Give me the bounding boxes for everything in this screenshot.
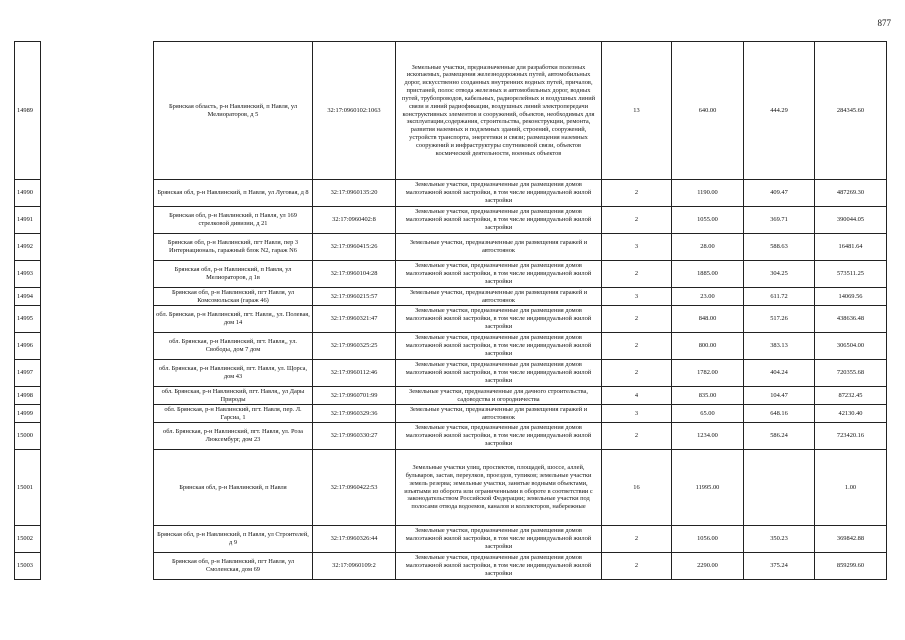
- area-cell: 1055.00: [672, 207, 744, 234]
- column-gap: [41, 450, 154, 526]
- address-cell: Брянская обл, р-н Навлинский, п Навля, ул Строителей, д 9: [154, 526, 313, 553]
- land-use-cell: Земельные участки, предназначенные для размещения домов малоэтажной жилой застройки, в том числе индивидуальной жилой застройки: [396, 333, 602, 360]
- cadastral-number-cell: 32:17:0960701:99: [313, 387, 396, 405]
- record-number-cell: 15003: [15, 553, 41, 580]
- cadastral-number-cell: 32:17:0960422:53: [313, 450, 396, 526]
- column-gap: [41, 423, 154, 450]
- cadastral-number-cell: 32:17:0960329:36: [313, 405, 396, 423]
- record-number-cell: 14995: [15, 306, 41, 333]
- use-group-cell: 3: [602, 405, 672, 423]
- table-row: [15, 288, 887, 306]
- cadastral-value-cell: 306504.00: [815, 333, 887, 360]
- land-use-cell: Земельные участки, предназначенные для размещения гаражей и автостоянок: [396, 405, 602, 423]
- table-row: [15, 405, 887, 423]
- table-body: [15, 42, 887, 580]
- column-gap: [41, 387, 154, 405]
- cadastral-number-cell: 32:17:0960104:28: [313, 261, 396, 288]
- cadastral-number-cell: 32:17:0960326:44: [313, 526, 396, 553]
- cadastral-value-cell: 720355.68: [815, 360, 887, 387]
- table-row: [15, 261, 887, 288]
- record-number-cell: 14997: [15, 360, 41, 387]
- cadastral-value-cell: 16481.64: [815, 234, 887, 261]
- column-gap: [41, 288, 154, 306]
- land-use-cell: Земельные участки, предназначенные для размещения домов малоэтажной жилой застройки, в том числе индивидуальной жилой застройки: [396, 306, 602, 333]
- column-gap: [41, 261, 154, 288]
- record-number-cell: 14996: [15, 333, 41, 360]
- use-group-cell: 2: [602, 207, 672, 234]
- address-cell: Брянская обл, р-н Навлинский, пгт Навля, ул Комсомольская (гараж 46): [154, 288, 313, 306]
- cadastral-value-cell: 723420.16: [815, 423, 887, 450]
- area-cell: 1234.00: [672, 423, 744, 450]
- land-use-cell: Земельные участки, предназначенные для размещения домов малоэтажной жилой застройки, в том числе индивидуальной жилой застройки: [396, 207, 602, 234]
- table-row: [15, 553, 887, 580]
- use-group-cell: 2: [602, 306, 672, 333]
- area-cell: 835.00: [672, 387, 744, 405]
- area-cell: 23.00: [672, 288, 744, 306]
- column-gap: [41, 553, 154, 580]
- address-cell: обл. Брянская, р-н Навлинский, пгт. Навля, ул. Роза Люксембург, дом 23: [154, 423, 313, 450]
- land-use-cell: Земельные участки, предназначенные для размещения домов малоэтажной жилой застройки, в том числе индивидуальной жилой застройки: [396, 261, 602, 288]
- address-cell: обл. Брянская, р-н Навлинский, пгт. Навля, пер. Л. Гарсиа, 1: [154, 405, 313, 423]
- column-gap: [41, 526, 154, 553]
- record-number-cell: 15002: [15, 526, 41, 553]
- cadastral-value-cell: 42130.40: [815, 405, 887, 423]
- record-number-cell: 14994: [15, 288, 41, 306]
- land-use-cell: Земельные участки, предназначенные для размещения домов малоэтажной жилой застройки, в том числе индивидуальной жилой застройки: [396, 526, 602, 553]
- record-number-cell: 14992: [15, 234, 41, 261]
- land-use-cell: Земельные участки, предназначенные для дачного строительства, садоводства и огородничества: [396, 387, 602, 405]
- cadastral-number-cell: 32:17:0960112:46: [313, 360, 396, 387]
- unit-value-cell: 586.24: [744, 423, 815, 450]
- address-cell: обл. Брянская, р-н Навлинский, пгт. Навля,, ул. Свободы, дом 7 дом: [154, 333, 313, 360]
- unit-value-cell: 369.71: [744, 207, 815, 234]
- use-group-cell: 3: [602, 288, 672, 306]
- cadastral-number-cell: 32:17:0960330:27: [313, 423, 396, 450]
- cadastral-value-cell: 487269.30: [815, 180, 887, 207]
- cadastral-value-cell: 284345.60: [815, 42, 887, 180]
- cadastral-value-cell: 390044.05: [815, 207, 887, 234]
- table-row: [15, 180, 887, 207]
- record-number-cell: 14991: [15, 207, 41, 234]
- cadastral-number-cell: 32:17:0960135:20: [313, 180, 396, 207]
- area-cell: 1056.00: [672, 526, 744, 553]
- area-cell: 65.00: [672, 405, 744, 423]
- area-cell: 2290.00: [672, 553, 744, 580]
- record-number-cell: 14989: [15, 42, 41, 180]
- cadastral-value-cell: 573511.25: [815, 261, 887, 288]
- cadastral-valuation-table: [14, 41, 887, 580]
- use-group-cell: 2: [602, 526, 672, 553]
- table-row: [15, 526, 887, 553]
- address-cell: Брянская обл, р-н Навлинский, пгт Навля, пер 3 Интернациональ, гаражный блок N2, гараж N6: [154, 234, 313, 261]
- unit-value-cell: 517.26: [744, 306, 815, 333]
- cadastral-value-cell: 859299.60: [815, 553, 887, 580]
- use-group-cell: 2: [602, 333, 672, 360]
- land-use-cell: Земельные участки, предназначенные для размещения домов малоэтажной жилой застройки, в том числе индивидуальной жилой застройки: [396, 423, 602, 450]
- area-cell: 640.00: [672, 42, 744, 180]
- land-use-cell: Земельные участки, предназначенные для размещения гаражей и автостоянок: [396, 288, 602, 306]
- address-cell: Брянская обл, р-н Навлинский, п Навля, ул Луговая, д 8: [154, 180, 313, 207]
- land-use-cell: Земельные участки улиц, проспектов, площадей, шоссе, аллей, бульваров, застав, переулков, проездов, тупиков; земельные участки земель резерва; земельные участки, занятые водными объектами, изъятыми из оборота или ограниченными в обороте в соответствии с законодательством Российской Федерации; земельные участки под полосами отвода водоемов, каналов и коллекторов, набережные: [396, 450, 602, 526]
- land-use-cell: Земельные участки, предназначенные для размещения домов малоэтажной жилой застройки, в том числе индивидуальной жилой застройки: [396, 553, 602, 580]
- area-cell: 11995.00: [672, 450, 744, 526]
- unit-value-cell: 375.24: [744, 553, 815, 580]
- area-cell: 1190.00: [672, 180, 744, 207]
- record-number-cell: 15000: [15, 423, 41, 450]
- land-use-cell: Земельные участки, предназначенные для разработки полезных ископаемых, размещения железнодорожных путей, автомобильных дорог, искусственно созданных внутренних водных путей, причалов, пристаней, полос отвода железных и автомобильных дорог, водных путей, трубопроводов, кабельных, радиорелейных и воздушных линий связи и линий радиофикации, воздушных линий электропередачи конструктивных элементов и сооружений, объектов, необходимых для эксплуатации,содержания, строительства, реконструкции, ремонта, развития наземных и подземных зданий, строений, сооружений, устройств транспорта, энергетики и связи; размещения наземных сооружений и инфраструктуры спутниковой связи, объектов космической деятельности, военных объектов: [396, 42, 602, 180]
- use-group-cell: 2: [602, 360, 672, 387]
- cadastral-number-cell: 32:17:0960102:1063: [313, 42, 396, 180]
- use-group-cell: 4: [602, 387, 672, 405]
- address-cell: обл. Брянская, р-н Навлинский, пгт. Навля, ул. Щорса, дом 43: [154, 360, 313, 387]
- table-row: [15, 450, 887, 526]
- area-cell: 848.00: [672, 306, 744, 333]
- cadastral-value-cell: 1.00: [815, 450, 887, 526]
- table-row: [15, 333, 887, 360]
- cadastral-value-cell: 14069.56: [815, 288, 887, 306]
- record-number-cell: 15001: [15, 450, 41, 526]
- record-number-cell: 14993: [15, 261, 41, 288]
- unit-value-cell: [744, 450, 815, 526]
- address-cell: Брянская обл, р-н Навлинский, п Навля: [154, 450, 313, 526]
- cadastral-number-cell: 32:17:0960415:26: [313, 234, 396, 261]
- unit-value-cell: 588.63: [744, 234, 815, 261]
- address-cell: Брянская область, р-н Навлинский, п Навля, ул Мелиораторов, д 5: [154, 42, 313, 180]
- table-row: [15, 306, 887, 333]
- cadastral-number-cell: 32:17:0960109:2: [313, 553, 396, 580]
- address-cell: Брянская обл, р-н Навлинский, п Навля, ул 169 стрелковой дивизии, д 21: [154, 207, 313, 234]
- table-row: [15, 423, 887, 450]
- area-cell: 28.00: [672, 234, 744, 261]
- cadastral-value-cell: 369842.88: [815, 526, 887, 553]
- unit-value-cell: 304.25: [744, 261, 815, 288]
- cadastral-number-cell: 32:17:0960215:57: [313, 288, 396, 306]
- cadastral-number-cell: 32:17:0960402:8: [313, 207, 396, 234]
- column-gap: [41, 405, 154, 423]
- land-use-cell: Земельные участки, предназначенные для размещения домов малоэтажной жилой застройки, в том числе индивидуальной жилой застройки: [396, 360, 602, 387]
- land-use-cell: Земельные участки, предназначенные для размещения гаражей и автостоянок: [396, 234, 602, 261]
- table-row: [15, 234, 887, 261]
- column-gap: [41, 306, 154, 333]
- cadastral-value-cell: 438636.48: [815, 306, 887, 333]
- cadastral-value-cell: 87232.45: [815, 387, 887, 405]
- unit-value-cell: 404.24: [744, 360, 815, 387]
- cadastral-number-cell: 32:17:0960325:25: [313, 333, 396, 360]
- column-gap: [41, 234, 154, 261]
- unit-value-cell: 611.72: [744, 288, 815, 306]
- area-cell: 1885.00: [672, 261, 744, 288]
- use-group-cell: 2: [602, 261, 672, 288]
- address-cell: Брянская обл, р-н Навлинский, п Навля, ул Мелиораторов, д 1в: [154, 261, 313, 288]
- unit-value-cell: 648.16: [744, 405, 815, 423]
- use-group-cell: 3: [602, 234, 672, 261]
- table-row: [15, 360, 887, 387]
- land-use-cell: Земельные участки, предназначенные для размещения домов малоэтажной жилой застройки, в том числе индивидуальной жилой застройки: [396, 180, 602, 207]
- use-group-cell: 2: [602, 180, 672, 207]
- column-gap: [41, 42, 154, 180]
- address-cell: обл. Брянская, р-н Навлинский, пгт. Навля,, ул Дары Природы: [154, 387, 313, 405]
- unit-value-cell: 383.13: [744, 333, 815, 360]
- page-number: 877: [877, 18, 891, 28]
- column-gap: [41, 207, 154, 234]
- use-group-cell: 16: [602, 450, 672, 526]
- use-group-cell: 2: [602, 423, 672, 450]
- column-gap: [41, 180, 154, 207]
- record-number-cell: 14990: [15, 180, 41, 207]
- table-row: [15, 42, 887, 180]
- address-cell: обл. Брянская, р-н Навлинский, пгт. Навля,, ул. Полевая, дом 14: [154, 306, 313, 333]
- unit-value-cell: 104.47: [744, 387, 815, 405]
- address-cell: Брянская обл, р-н Навлинский, пгт Навля, ул Смоленская, дом 69: [154, 553, 313, 580]
- record-number-cell: 14999: [15, 405, 41, 423]
- cadastral-number-cell: 32:17:0960321:47: [313, 306, 396, 333]
- area-cell: 1782.00: [672, 360, 744, 387]
- unit-value-cell: 409.47: [744, 180, 815, 207]
- area-cell: 800.00: [672, 333, 744, 360]
- use-group-cell: 13: [602, 42, 672, 180]
- column-gap: [41, 333, 154, 360]
- record-number-cell: 14998: [15, 387, 41, 405]
- use-group-cell: 2: [602, 553, 672, 580]
- unit-value-cell: 444.29: [744, 42, 815, 180]
- table-row: [15, 387, 887, 405]
- table-row: [15, 207, 887, 234]
- column-gap: [41, 360, 154, 387]
- unit-value-cell: 350.23: [744, 526, 815, 553]
